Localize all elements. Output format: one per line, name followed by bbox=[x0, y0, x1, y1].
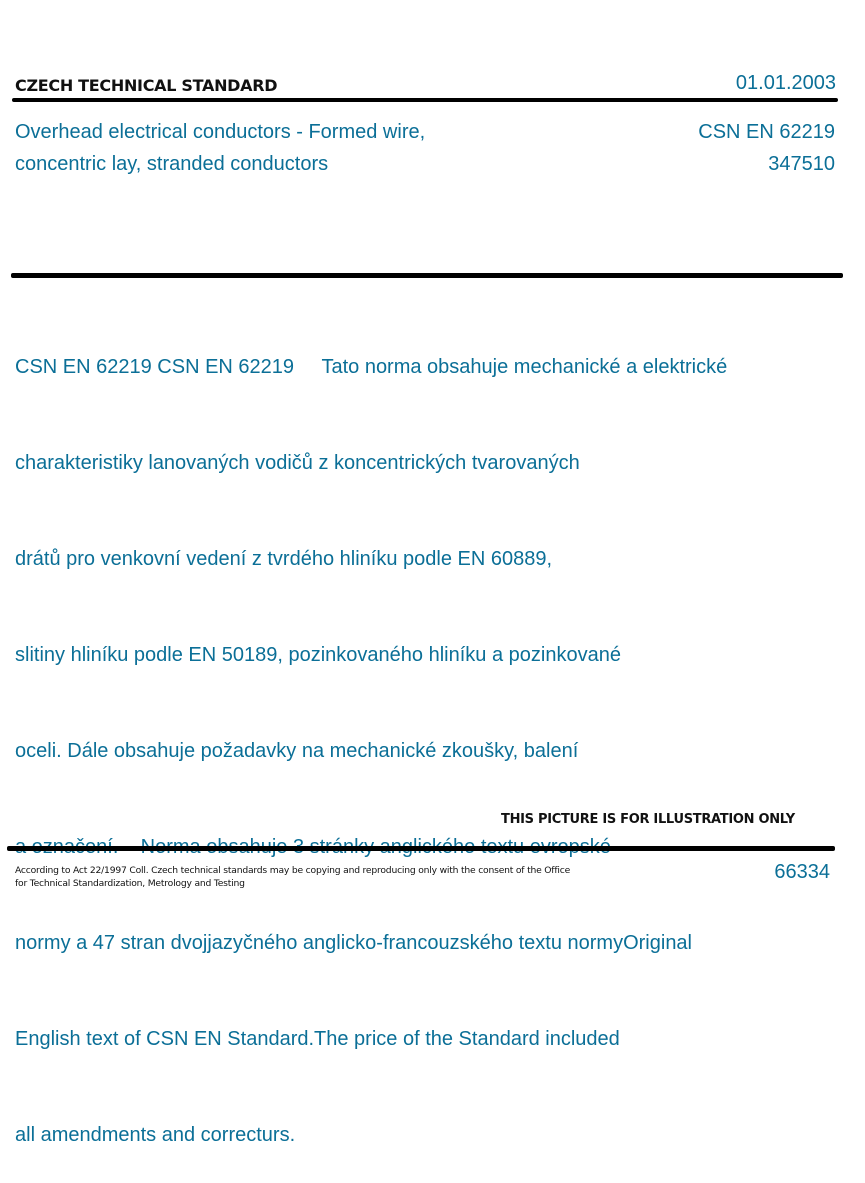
description-line: CSN EN 62219 CSN EN 62219 Tato norma obsahuje mechanické a elektrické bbox=[15, 356, 728, 378]
legal-notice bbox=[15, 864, 570, 890]
illustration-disclaimer: THIS PICTURE IS FOR ILLUSTRATION ONLY bbox=[501, 812, 795, 827]
standard-identifiers bbox=[698, 116, 835, 180]
class-number: 347510 bbox=[768, 153, 835, 175]
description-line: all amendments and correcturs. bbox=[15, 1124, 296, 1146]
document-type-label: CZECH TECHNICAL STANDARD bbox=[15, 76, 278, 95]
description-line: oceli. Dále obsahuje požadavky na mechanické zkoušky, balení bbox=[15, 740, 579, 762]
title-line: concentric lay, stranded conductors bbox=[15, 153, 329, 175]
legal-line: According to Act 22/1997 Coll. Czech technical standards may be copying and reproducing only with the consent of the Office bbox=[15, 865, 571, 876]
publication-date: 01.01.2003 bbox=[735, 72, 836, 94]
description-line: drátů pro venkovní vedení z tvrdého hliníku podle EN 60889, bbox=[15, 548, 553, 570]
standard-title bbox=[15, 116, 425, 180]
standard-description bbox=[15, 287, 835, 1183]
description-line: normy a 47 stran dvojjazyčného anglicko-francouzského textu normyOriginal bbox=[15, 932, 693, 954]
description-line: English text of CSN EN Standard.The price of the Standard included bbox=[15, 1028, 620, 1050]
title-line: Overhead electrical conductors - Formed wire, bbox=[15, 121, 426, 143]
document-number: 66334 bbox=[774, 861, 830, 883]
description-line: slitiny hliníku podle EN 50189, pozinkovaného hliníku a pozinkované bbox=[15, 644, 621, 666]
description-line: charakteristiky lanovaných vodičů z koncentrických tvarovaných bbox=[15, 452, 580, 474]
legal-line: for Technical Standardization, Metrology and Testing bbox=[15, 878, 245, 889]
header-divider bbox=[12, 98, 838, 102]
standard-code: CSN EN 62219 bbox=[698, 121, 835, 143]
footer-divider bbox=[7, 846, 835, 851]
section-divider bbox=[11, 273, 843, 278]
